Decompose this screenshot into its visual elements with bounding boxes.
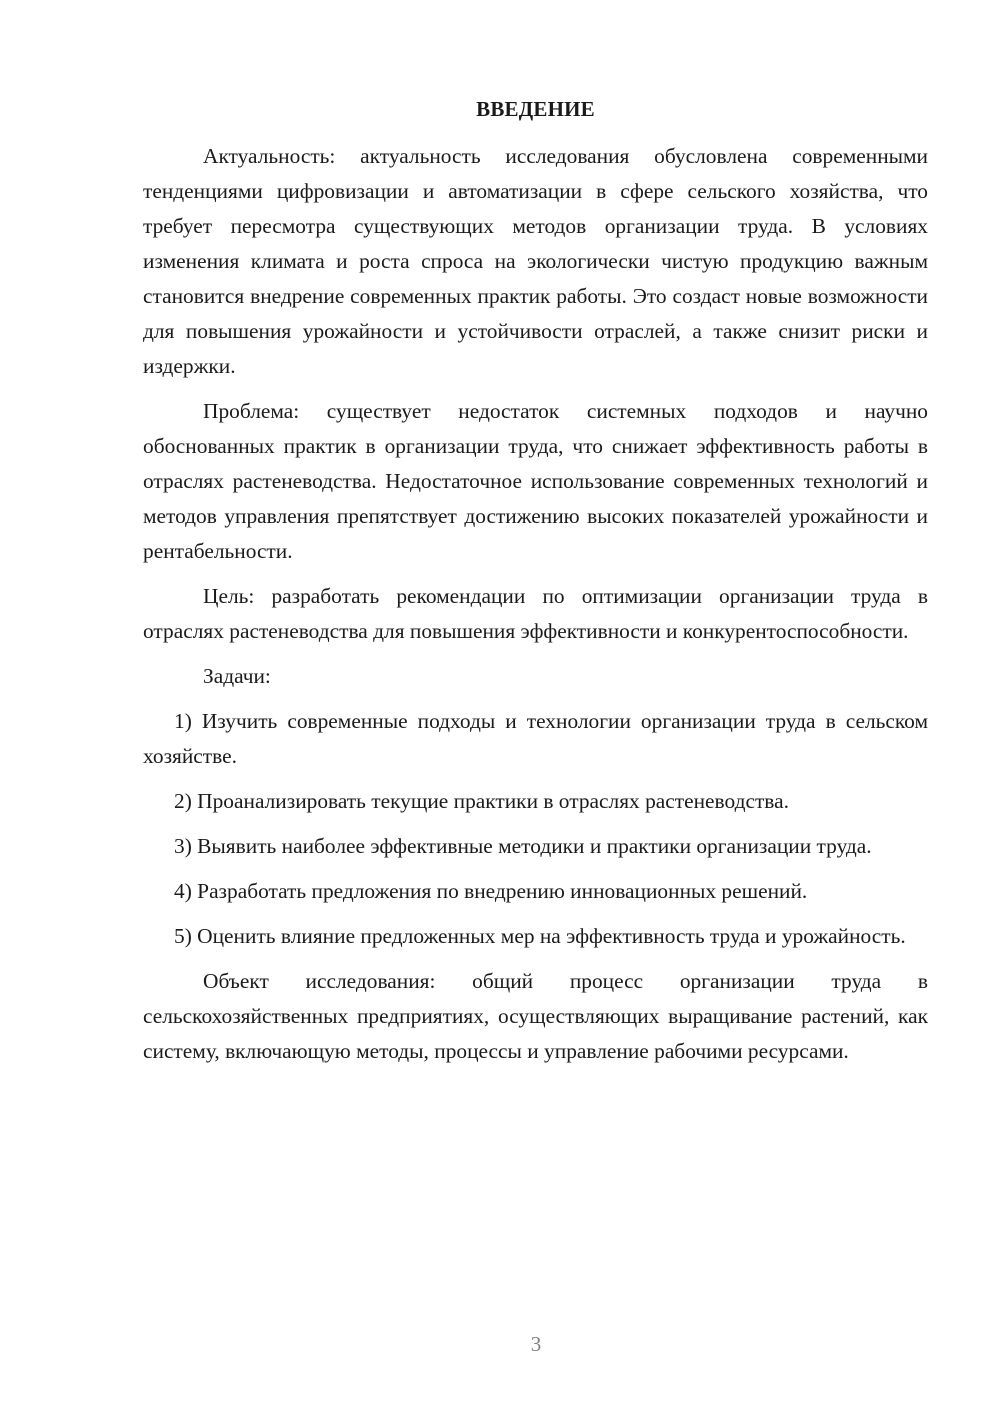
page-number: 3 [530,1332,542,1356]
task-item-1: 1) Изучить современные подходы и технологии организации труда в сельском хозяйстве. [143,709,928,768]
section-title: ВВЕДЕНИЕ [476,97,595,121]
document-page [143,92,928,1079]
task-item-2: 2) Проанализировать текущие практики в отраслях растеневодства. [174,789,789,813]
task-item-4: 4) Разработать предложения по внедрению инновационных решений. [174,879,808,903]
task-item-5: 5) Оценить влияние предложенных мер на эффективность труда и урожайность. [174,924,906,948]
paragraph-object: Объект исследования: общий процесс организации труда в сельскохозяйственных предприятиях, осуществляющих выращивание растений, как систему, включающую методы, процессы и управление рабочими ресурсами. [143,969,928,1063]
tasks-heading: Задачи: [203,664,271,688]
paragraph-relevance: Актуальность: актуальность исследования обусловлена современными тенденциями цифровизации и автоматизации в сфере сельского хозяйства, что требует пересмотра существующих методов организации труда. В условиях изменения климата и роста спроса на экологически чистую продукцию важным становится внедрение современных практик работы. Это создаст новые возможности для повышения урожайности и устойчивости отраслей, а также снизит риски и издержки. [143,144,928,378]
paragraph-problem: Проблема: существует недостаток системных подходов и научно обоснованных практик в организации труда, что снижает эффективность работы в отраслях растеневодства. Недостаточное использование современных технологий и методов управления препятствует достижению высоких показателей урожайности и рентабельности. [143,399,928,563]
task-item-3: 3) Выявить наиболее эффективные методики и практики организации труда. [174,834,872,858]
paragraph-goal: Цель: разработать рекомендации по оптимизации организации труда в отраслях растеневодства для повышения эффективности и конкурентоспособности. [143,584,928,643]
